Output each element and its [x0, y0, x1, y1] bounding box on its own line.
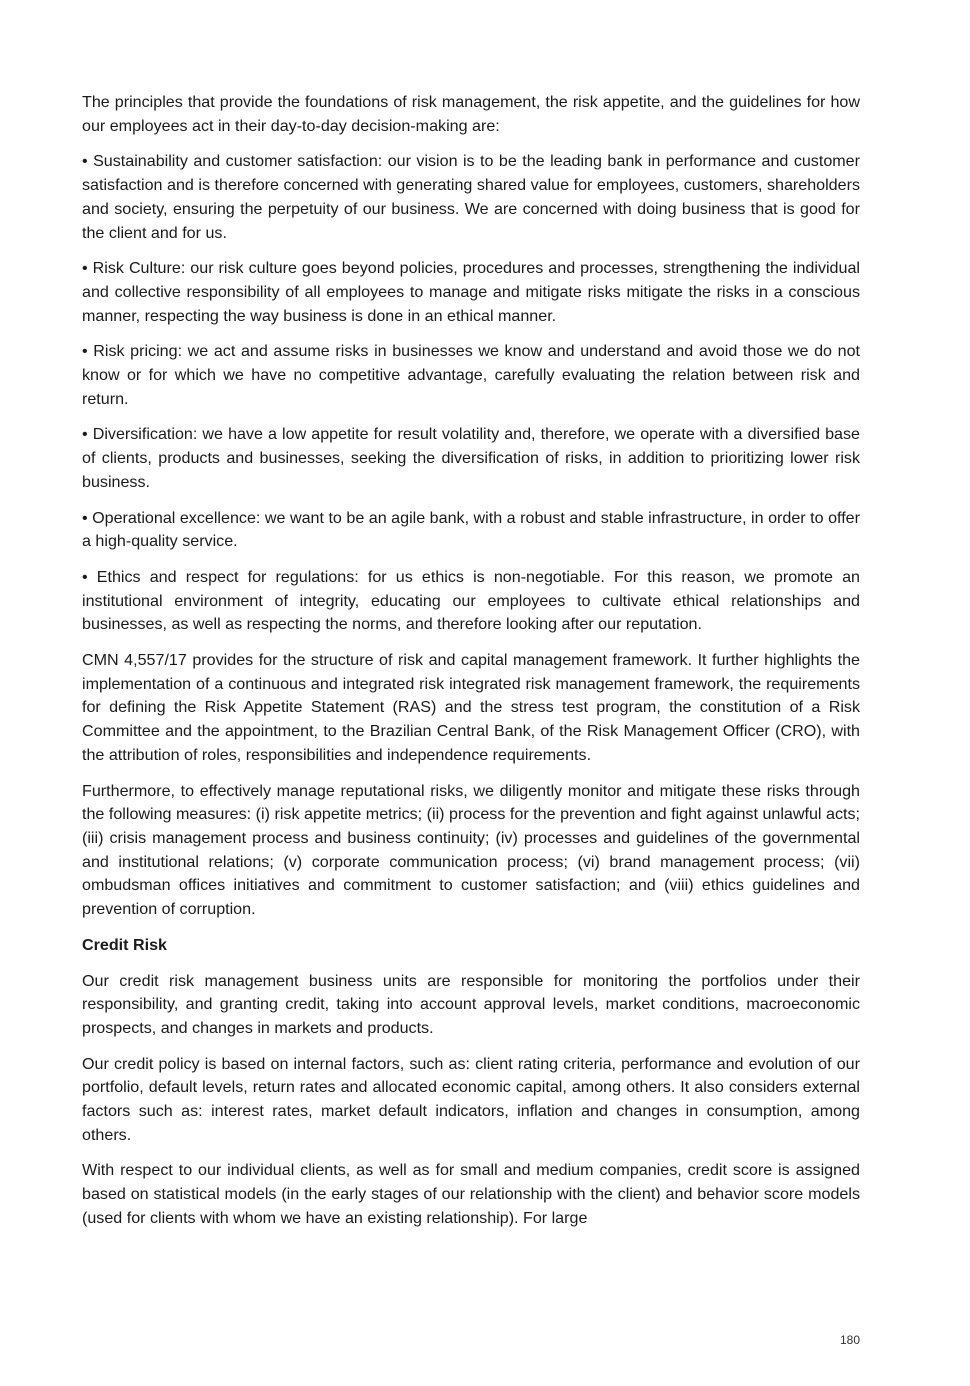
page-number: 180 [839, 1333, 860, 1347]
bullet-risk-culture: • Risk Culture: our risk culture goes beyond policies, procedures and processes, strengthening the individual and collective responsibility of all employees to manage and mitigate risks mitigate the risks in a conscious manner, respecting the way business is done in an ethical manner. [82, 259, 860, 325]
bullet-operational-excellence: • Operational excellence: we want to be an agile bank, with a robust and stable infrastructure, in order to offer a high-quality service. [82, 508, 860, 551]
bullet-risk-pricing: • Risk pricing: we act and assume risks in businesses we know and understand and avoid those we do not know or for which we have no competitive advantage, carefully evaluating the relation between risk and return. [82, 342, 860, 408]
document-body [82, 91, 860, 1243]
paragraph-cmn-framework: CMN 4,557/17 provides for the structure of risk and capital management framework. It further highlights the implementation of a continuous and integrated risk integrated risk management framework, the requirements for defining the Risk Appetite Statement (RAS) and the stress test program, the constitution of a Risk Committee and the appointment, to the Brazilian Central Bank, of the Risk Management Officer (CRO), with the attribution of roles, responsibilities and independence requirements. [82, 651, 860, 764]
section-heading-credit-risk: Credit Risk [82, 935, 167, 954]
paragraph-credit-score: With respect to our individual clients, as well as for small and medium companies, credit score is assigned based on statistical models (in the early stages of our relationship with the client) and behavior score models (used for clients with whom we have an existing relationship). For large [82, 1161, 860, 1227]
paragraph-credit-policy: Our credit policy is based on internal factors, such as: client rating criteria, performance and evolution of our portfolio, default levels, return rates and allocated economic capital, among others. It also considers external factors such as: interest rates, market default indicators, inflation and changes in consumption, among others. [82, 1054, 860, 1144]
paragraph-credit-risk-units: Our credit risk management business units are responsible for monitoring the portfolios under their responsibility, and granting credit, taking into account approval levels, market conditions, macroeconomic prospects, and changes in markets and products. [82, 971, 860, 1037]
paragraph-principles-intro: The principles that provide the foundations of risk management, the risk appetite, and the guidelines for how our employees act in their day-to-day decision-making are: [82, 93, 860, 135]
bullet-ethics: • Ethics and respect for regulations: for us ethics is non-negotiable. For this reason, we promote an institutional environment of integrity, educating our employees to cultivate ethical relationships and businesses, as well as respecting the norms, and therefore looking after our reputation. [82, 567, 860, 634]
bullet-diversification: • Diversification: we have a low appetite for result volatility and, therefore, we operate with a diversified base of clients, products and businesses, seeking the diversification of risks, in addition to prioritizing lower risk business. [82, 425, 860, 491]
paragraph-reputational-risks: Furthermore, to effectively manage reputational risks, we diligently monitor and mitigate these risks through the following measures: (i) risk appetite metrics; (ii) process for the prevention and fight against unlawful acts; (iii) crisis management process and business continuity; (iv) processes and guidelines of the governmental and institutional relations; (v) corporate communication process; (vi) brand management process; (vii) ombudsman offices initiatives and commitment to customer satisfaction; and (viii) ethics guidelines and prevention of corruption. [82, 781, 860, 919]
bullet-sustainability: • Sustainability and customer satisfaction: our vision is to be the leading bank in performance and customer satisfaction and is therefore concerned with generating shared value for employees, customers, shareholders and society, ensuring the perpetuity of our business. We are concerned with doing business that is good for the client and for us. [82, 152, 860, 242]
